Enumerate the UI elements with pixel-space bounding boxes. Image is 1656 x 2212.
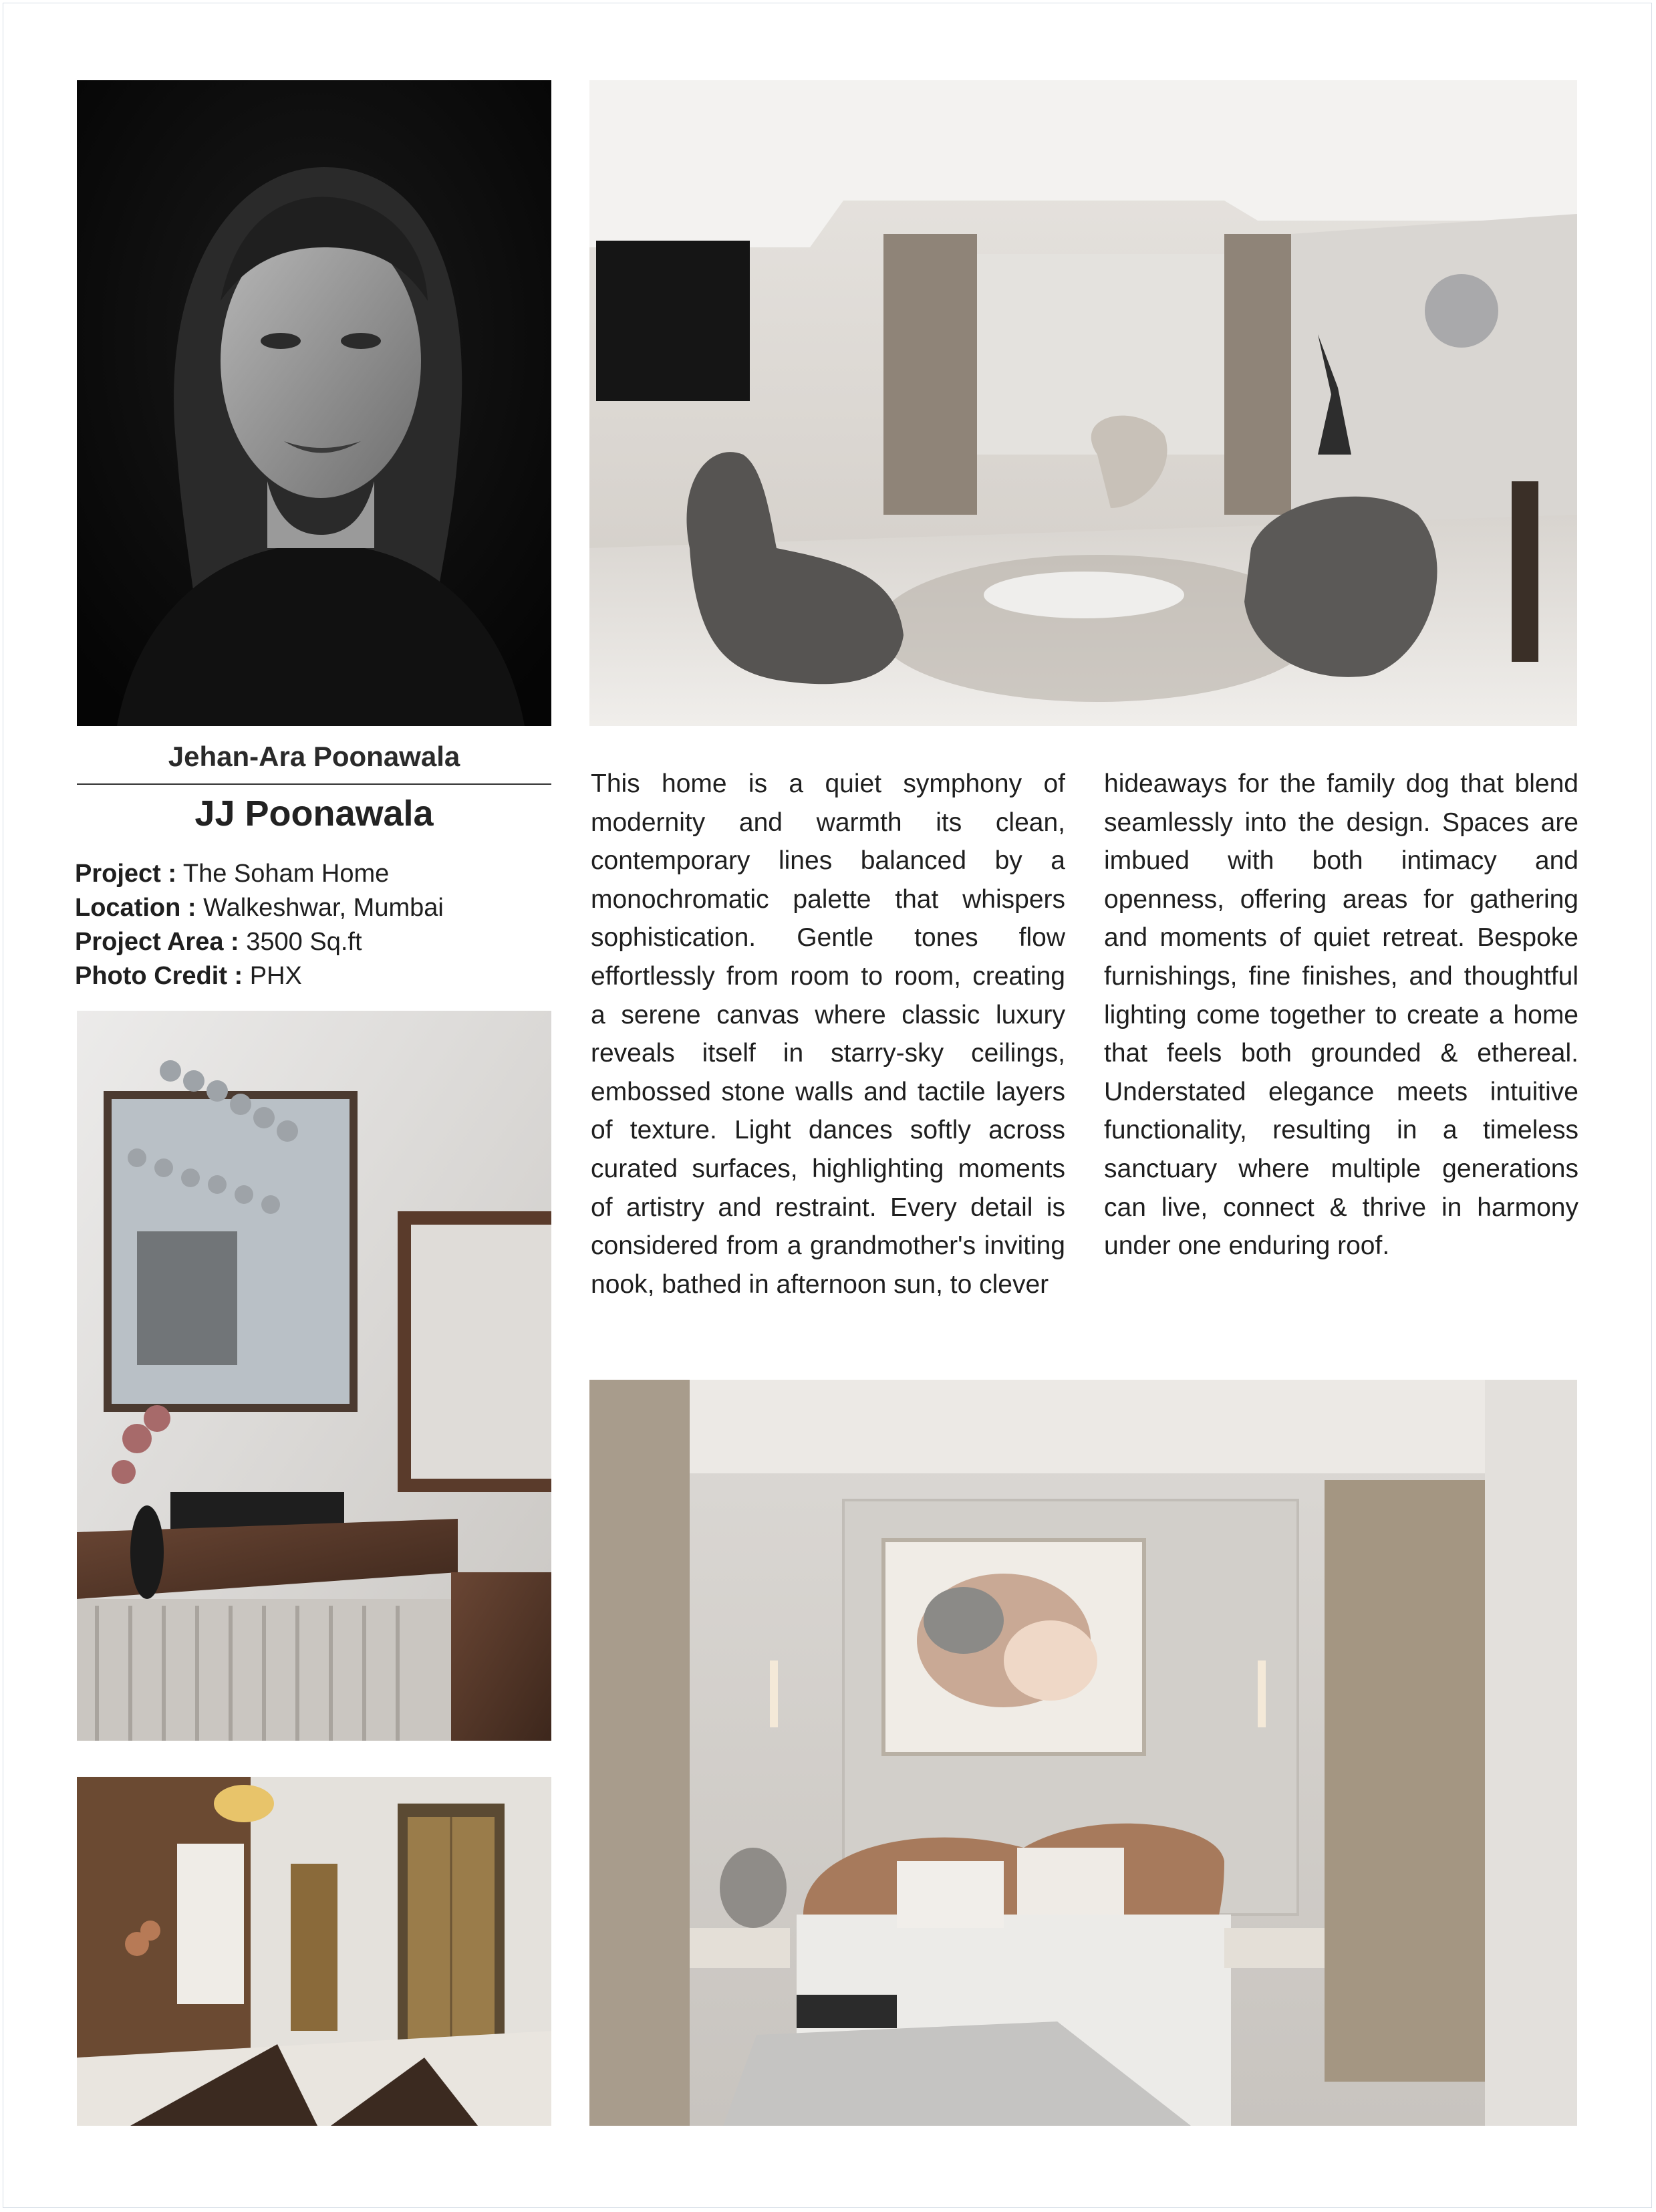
article-column-2: hideaways for the family dog that blend seamlessly into the design. Spaces are imbued with both intimacy and openness, offering areas for gathering and moments of quiet retreat. Bespoke furnishings, fine finishes, and thoughtful lighting come together to create a home that feels both grounded & ethereal. Understated elegance meets intuitive functionality, resulting in a timeless sanctuary where multiple generations can live, connect & thrive in harmony under one enduring roof.: [1104, 769, 1578, 1261]
location-label: Location :: [75, 894, 196, 922]
photo-credit-label: Photo Credit :: [75, 962, 243, 990]
project-row: [75, 857, 556, 891]
project-area-label: Project Area :: [75, 928, 239, 956]
project-area-value: 3500 Sq.ft: [246, 928, 362, 956]
project-area-row: [75, 925, 556, 959]
title-divider: [77, 783, 551, 785]
designer-name: Jehan-Ara Poonawala: [168, 741, 460, 772]
bedroom-photo: [589, 1380, 1577, 2126]
article-column-1: This home is a quiet symphony of modernity and warmth its clean, contemporary lines balanced by a monochromatic palette that whispers sophistication. Gentle tones flow effortlessly from room to room, creating a serene canvas where classic luxury reveals itself in starry-sky ceilings, embossed stone walls and tactile layers of texture. Light dances softly across curated surfaces, highlighting moments of artistry and restraint. Every detail is considered from a grandmother's inviting nook, bathed in afternoon sun, to clever: [591, 769, 1065, 1299]
lobby-photo: [77, 1777, 551, 2126]
living-room-photo: [589, 80, 1577, 726]
photo-credit-row: [75, 959, 556, 993]
project-details: [75, 857, 556, 993]
designer-portrait-photo: [77, 80, 551, 726]
location-row: [75, 891, 556, 925]
project-label: Project :: [75, 860, 177, 888]
bathroom-photo: [77, 1011, 551, 1741]
firm-name: JJ Poonawala: [194, 793, 434, 834]
photo-credit-value: PHX: [249, 962, 302, 990]
location-value: Walkeshwar, Mumbai: [203, 894, 444, 922]
project-value: The Soham Home: [182, 860, 390, 888]
